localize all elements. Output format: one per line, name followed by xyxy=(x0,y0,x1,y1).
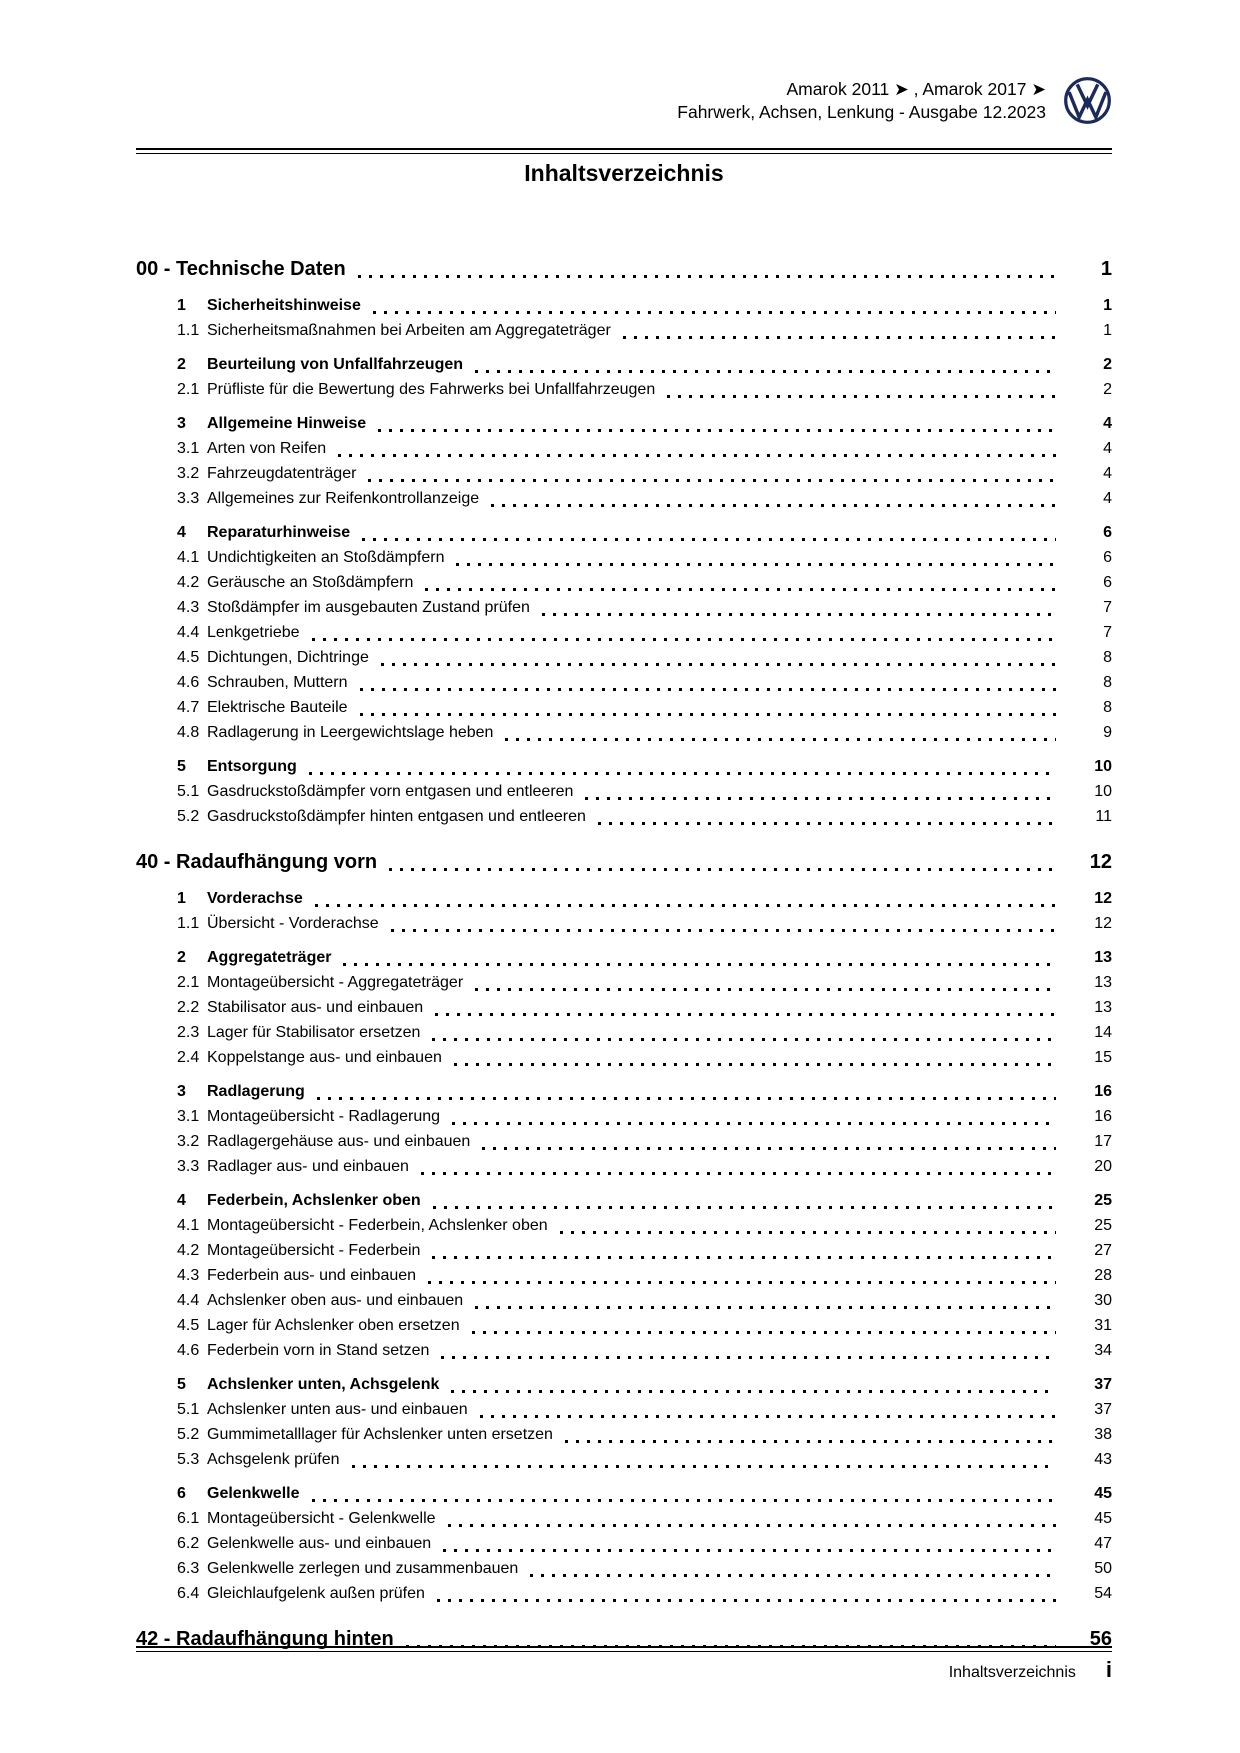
toc-entry-page: 4 xyxy=(1103,415,1112,432)
toc-entry-row xyxy=(136,995,1112,1020)
toc-entry-row xyxy=(136,1263,1112,1288)
toc-entry-number: 4.5 xyxy=(177,1317,200,1334)
toc-entry-number: 6 xyxy=(177,1485,186,1502)
toc-entry-number: 4.6 xyxy=(177,1342,200,1359)
toc-entry-title: Montageübersicht - Aggregateträger xyxy=(207,974,464,991)
toc-entry-page: 54 xyxy=(1094,1585,1112,1602)
toc-entry-title: Reparaturhinweise xyxy=(207,524,351,541)
dot-leader xyxy=(428,1281,1056,1284)
toc-entry-title: Montageübersicht - Gelenkwelle xyxy=(207,1510,436,1527)
toc-entry-number: 2.2 xyxy=(177,999,200,1016)
footer-label: Inhaltsverzeichnis xyxy=(948,1664,1076,1681)
toc-entry-row xyxy=(136,1238,1112,1263)
toc-entry-row xyxy=(136,377,1112,402)
toc-entry-title: Gelenkwelle xyxy=(207,1485,300,1502)
toc-entry-number: 2 xyxy=(177,356,186,373)
toc-entry-number: 6.2 xyxy=(177,1535,200,1552)
header-line-edition: Fahrwerk, Achsen, Lenkung - Ausgabe 12.2023 xyxy=(677,101,1046,122)
toc-entry-number: 4.1 xyxy=(177,549,200,566)
toc-entry-number: 3.3 xyxy=(177,490,200,507)
toc-chapter-label: 00 - Technische Daten xyxy=(136,258,346,280)
toc-entry-row xyxy=(136,695,1112,720)
toc-entry-row xyxy=(136,1129,1112,1154)
toc-entry-number: 4.2 xyxy=(177,1242,200,1259)
toc-entry-number: 5 xyxy=(177,758,186,775)
toc-entry-title: Achslenker unten, Achsgelenk xyxy=(207,1376,440,1393)
toc-entry-row xyxy=(136,411,1112,436)
dot-leader xyxy=(435,1013,1056,1016)
toc-entry-number: 5.1 xyxy=(177,1401,200,1418)
toc-entry-row xyxy=(136,1581,1112,1606)
toc-chapter-row xyxy=(136,254,1112,284)
toc xyxy=(136,236,1112,1654)
toc-entry-number: 5.1 xyxy=(177,783,200,800)
toc-entry-row xyxy=(136,620,1112,645)
dot-leader xyxy=(472,1331,1056,1334)
toc-entry-page: 13 xyxy=(1094,949,1112,966)
toc-entry-title: Undichtigkeiten an Stoßdämpfern xyxy=(207,549,445,566)
dot-leader xyxy=(309,772,1056,775)
toc-entry-title: Arten von Reifen xyxy=(207,440,327,457)
toc-entry-row xyxy=(136,595,1112,620)
toc-entry-row xyxy=(136,352,1112,377)
toc-entry-row xyxy=(136,1188,1112,1213)
dot-leader xyxy=(317,1097,1056,1100)
dot-leader xyxy=(667,395,1056,398)
toc-entry-page: 10 xyxy=(1094,758,1112,775)
toc-entry-row xyxy=(136,436,1112,461)
toc-entry-row xyxy=(136,520,1112,545)
dot-leader xyxy=(456,563,1056,566)
toc-entry-number: 4 xyxy=(177,524,186,541)
page-header xyxy=(136,76,1112,125)
toc-entry-number: 2.3 xyxy=(177,1024,200,1041)
toc-entry-row xyxy=(136,1104,1112,1129)
dot-leader xyxy=(389,868,1056,871)
dot-leader xyxy=(373,311,1056,314)
dot-leader xyxy=(338,454,1056,457)
toc-entry-number: 4.1 xyxy=(177,1217,200,1234)
toc-entry-title: Gleichlaufgelenk außen prüfen xyxy=(207,1585,425,1602)
toc-entry-number: 6.1 xyxy=(177,1510,200,1527)
toc-entry-title: Beurteilung von Unfallfahrzeugen xyxy=(207,356,464,373)
dot-leader xyxy=(448,1524,1056,1527)
dot-leader xyxy=(585,797,1056,800)
toc-entry-number: 4.7 xyxy=(177,699,200,716)
toc-entry-page: 20 xyxy=(1094,1158,1112,1175)
toc-entry-page: 6 xyxy=(1103,574,1112,591)
toc-entry-page: 7 xyxy=(1103,624,1112,641)
toc-entry-title: Fahrzeugdatenträger xyxy=(207,465,357,482)
toc-entry-title: Gasdruckstoßdämpfer hinten entgasen und entleeren xyxy=(207,808,586,825)
toc-entry-number: 1.1 xyxy=(177,322,200,339)
toc-entry-page: 11 xyxy=(1095,808,1112,825)
dot-leader xyxy=(391,929,1056,932)
toc-entry-title: Montageübersicht - Radlagerung xyxy=(207,1108,441,1125)
toc-entry-row xyxy=(136,1531,1112,1556)
toc-entry-row xyxy=(136,1338,1112,1363)
dot-leader xyxy=(452,1122,1056,1125)
dot-leader xyxy=(378,429,1056,432)
toc-entry-title: Montageübersicht - Federbein xyxy=(207,1242,421,1259)
toc-entry-page: 25 xyxy=(1094,1192,1112,1209)
toc-entry-row xyxy=(136,1481,1112,1506)
toc-chapter-label: 40 - Radaufhängung vorn xyxy=(136,851,378,873)
dot-leader xyxy=(475,1306,1056,1309)
toc-entry-row xyxy=(136,570,1112,595)
toc-entry-row xyxy=(136,1213,1112,1238)
toc-entry-page: 13 xyxy=(1094,974,1112,991)
toc-entry-title: Radlager aus- und einbauen xyxy=(207,1158,409,1175)
toc-entry-number: 1 xyxy=(177,890,186,907)
toc-entry-number: 1 xyxy=(177,297,186,314)
toc-entry-number: 3.2 xyxy=(177,1133,200,1150)
toc-entry-page: 8 xyxy=(1103,674,1112,691)
toc-chapter-page: 56 xyxy=(1089,1628,1112,1650)
toc-entry-title: Sicherheitshinweise xyxy=(207,297,361,314)
toc-entry-number: 2.1 xyxy=(177,974,200,991)
header-model-info xyxy=(677,78,1046,124)
dot-leader xyxy=(443,1549,1056,1552)
toc-entry-title: Radlagerung xyxy=(207,1083,305,1100)
toc-entry-title: Allgemeines zur Reifenkontrollanzeige xyxy=(207,490,480,507)
toc-entry-title: Allgemeine Hinweise xyxy=(207,415,367,432)
toc-entry-title: Entsorgung xyxy=(207,758,297,775)
dot-leader xyxy=(352,1465,1056,1468)
dot-leader xyxy=(480,1415,1056,1418)
toc-entry-number: 4.5 xyxy=(177,649,200,666)
dot-leader xyxy=(451,1390,1056,1393)
toc-entry-row xyxy=(136,293,1112,318)
toc-entry-title: Vorderachse xyxy=(207,890,303,907)
toc-entry-title: Geräusche an Stoßdämpfern xyxy=(207,574,414,591)
dot-leader xyxy=(560,1231,1056,1234)
toc-chapter-page: 1 xyxy=(1100,258,1112,280)
toc-entry-title: Gelenkwelle zerlegen und zusammenbauen xyxy=(207,1560,519,1577)
toc-entry-page: 43 xyxy=(1094,1451,1112,1468)
toc-entry-page: 37 xyxy=(1094,1376,1112,1393)
toc-entry-page: 2 xyxy=(1103,356,1112,373)
toc-entry-page: 12 xyxy=(1094,915,1112,932)
toc-entry-page: 37 xyxy=(1094,1401,1112,1418)
toc-entry-number: 4.2 xyxy=(177,574,200,591)
toc-entry-number: 3.1 xyxy=(177,440,200,457)
toc-entry-number: 4.3 xyxy=(177,1267,200,1284)
dot-leader xyxy=(315,904,1056,907)
toc-entry-page: 9 xyxy=(1103,724,1112,741)
toc-entry-title: Achslenker oben aus- und einbauen xyxy=(207,1292,464,1309)
toc-entry-title: Dichtungen, Dichtringe xyxy=(207,649,369,666)
toc-entry-page: 31 xyxy=(1094,1317,1112,1334)
toc-entry-number: 2 xyxy=(177,949,186,966)
dot-leader xyxy=(505,738,1056,741)
toc-entry-row xyxy=(136,1045,1112,1070)
toc-entry-title: Montageübersicht - Federbein, Achslenker oben xyxy=(207,1217,548,1234)
toc-entry-number: 4.6 xyxy=(177,674,200,691)
toc-entry-page: 6 xyxy=(1103,549,1112,566)
toc-entry-page: 8 xyxy=(1103,649,1112,666)
toc-entry-page: 30 xyxy=(1094,1292,1112,1309)
dot-leader xyxy=(491,504,1056,507)
toc-entry-row xyxy=(136,945,1112,970)
toc-entry-row xyxy=(136,545,1112,570)
toc-entry-page: 1 xyxy=(1103,297,1112,314)
toc-chapter-page: 12 xyxy=(1089,851,1112,873)
toc-entry-page: 16 xyxy=(1094,1108,1112,1125)
toc-entry-page: 4 xyxy=(1103,440,1112,457)
toc-entry-title: Prüfliste für die Bewertung des Fahrwerks bei Unfallfahrzeugen xyxy=(207,381,656,398)
toc-entry-row xyxy=(136,1422,1112,1447)
toc-entry-number: 3.3 xyxy=(177,1158,200,1175)
toc-entry-number: 4 xyxy=(177,1192,186,1209)
toc-entry-row xyxy=(136,886,1112,911)
toc-entry-number: 3 xyxy=(177,415,186,432)
toc-entry-title: Lenkgetriebe xyxy=(207,624,300,641)
toc-entry-row xyxy=(136,1556,1112,1581)
toc-entry-page: 34 xyxy=(1094,1342,1112,1359)
toc-entry-title: Lager für Achslenker oben ersetzen xyxy=(207,1317,460,1334)
toc-entry-page: 7 xyxy=(1103,599,1112,616)
dot-leader xyxy=(421,1172,1056,1175)
dot-leader xyxy=(312,1499,1057,1502)
dot-leader xyxy=(312,638,1056,641)
toc-entry-title: Lager für Stabilisator ersetzen xyxy=(207,1024,421,1041)
toc-entry-title: Stoßdämpfer im ausgebauten Zustand prüfen xyxy=(207,599,530,616)
dot-leader xyxy=(598,822,1056,825)
toc-entry-number: 6.4 xyxy=(177,1585,200,1602)
toc-entry-page: 4 xyxy=(1103,465,1112,482)
toc-entry-number: 1.1 xyxy=(177,915,200,932)
dot-leader xyxy=(360,713,1056,716)
dot-leader xyxy=(343,963,1056,966)
dot-leader xyxy=(437,1599,1056,1602)
toc-entry-page: 45 xyxy=(1094,1510,1112,1527)
toc-entry-row xyxy=(136,970,1112,995)
toc-entry-page: 16 xyxy=(1094,1083,1112,1100)
toc-entry-title: Achsgelenk prüfen xyxy=(207,1451,340,1468)
toc-entry-title: Sicherheitsmaßnahmen bei Arbeiten am Aggregateträger xyxy=(207,322,611,339)
footer-page-number: i xyxy=(1105,1657,1112,1682)
toc-entry-page: 28 xyxy=(1094,1267,1112,1284)
toc-entry-number: 5 xyxy=(177,1376,186,1393)
dot-leader xyxy=(454,1063,1056,1066)
toc-entry-page: 13 xyxy=(1094,999,1112,1016)
toc-entry-page: 45 xyxy=(1094,1485,1112,1502)
toc-entry-title: Schrauben, Muttern xyxy=(207,674,348,691)
toc-entry-row xyxy=(136,1288,1112,1313)
toc-entry-row xyxy=(136,911,1112,936)
dot-leader xyxy=(623,336,1056,339)
toc-entry-page: 15 xyxy=(1094,1049,1112,1066)
toc-entry-row xyxy=(136,720,1112,745)
dot-leader xyxy=(475,988,1056,991)
toc-entry-row xyxy=(136,1397,1112,1422)
dot-leader xyxy=(360,688,1056,691)
toc-entry-title: Gummimetalllager für Achslenker unten ersetzen xyxy=(207,1426,553,1443)
toc-entry-title: Gelenkwelle aus- und einbauen xyxy=(207,1535,432,1552)
toc-entry-number: 5.3 xyxy=(177,1451,200,1468)
toc-entry-page: 25 xyxy=(1094,1217,1112,1234)
toc-entry-title: Federbein, Achslenker oben xyxy=(207,1192,421,1209)
toc-entry-row xyxy=(136,804,1112,829)
toc-entry-page: 10 xyxy=(1094,783,1112,800)
toc-entry-row xyxy=(136,1313,1112,1338)
toc-entry-row xyxy=(136,754,1112,779)
footer-divider xyxy=(136,1646,1112,1652)
vw-logo-icon xyxy=(1063,76,1112,125)
toc-entry-number: 6.3 xyxy=(177,1560,200,1577)
toc-entry-row xyxy=(136,1154,1112,1179)
toc-entry-row xyxy=(136,486,1112,511)
page-footer xyxy=(136,1657,1112,1683)
toc-entry-title: Gasdruckstoßdämpfer vorn entgasen und entleeren xyxy=(207,783,574,800)
toc-entry-title: Stabilisator aus- und einbauen xyxy=(207,999,424,1016)
toc-entry-row xyxy=(136,1447,1112,1472)
toc-entry-row xyxy=(136,1372,1112,1397)
dot-leader xyxy=(432,1038,1056,1041)
toc-entry-title: Aggregateträger xyxy=(207,949,332,966)
toc-entry-row xyxy=(136,461,1112,486)
toc-entry-number: 4.4 xyxy=(177,624,200,641)
toc-entry-number: 4.8 xyxy=(177,724,200,741)
toc-entry-number: 3.1 xyxy=(177,1108,200,1125)
dot-leader xyxy=(362,538,1056,541)
dot-leader xyxy=(475,370,1056,373)
toc-entry-row xyxy=(136,779,1112,804)
toc-entry-number: 2.1 xyxy=(177,381,200,398)
toc-entry-page: 1 xyxy=(1103,322,1112,339)
toc-entry-number: 2.4 xyxy=(177,1049,200,1066)
toc-chapter-row xyxy=(136,847,1112,877)
toc-entry-page: 4 xyxy=(1103,490,1112,507)
toc-entry-title: Achslenker unten aus- und einbauen xyxy=(207,1401,468,1418)
toc-entry-number: 4.4 xyxy=(177,1292,200,1309)
toc-entry-page: 8 xyxy=(1103,699,1112,716)
toc-entry-number: 3.2 xyxy=(177,465,200,482)
dot-leader xyxy=(542,613,1056,616)
page-title: Inhaltsverzeichnis xyxy=(524,160,724,186)
toc-entry-page: 50 xyxy=(1094,1560,1112,1577)
dot-leader xyxy=(358,275,1056,278)
toc-entry-row xyxy=(136,1506,1112,1531)
header-line-models: Amarok 2011 ➤ , Amarok 2017 ➤ xyxy=(786,78,1046,99)
toc-entry-title: Elektrische Bauteile xyxy=(207,699,348,716)
toc-entry-title: Koppelstange aus- und einbauen xyxy=(207,1049,442,1066)
toc-entry-row xyxy=(136,318,1112,343)
toc-entry-number: 4.3 xyxy=(177,599,200,616)
toc-entry-number: 5.2 xyxy=(177,1426,200,1443)
toc-entry-row xyxy=(136,1079,1112,1104)
dot-leader xyxy=(482,1147,1056,1150)
toc-entry-row xyxy=(136,645,1112,670)
toc-entry-page: 6 xyxy=(1103,524,1112,541)
header-divider xyxy=(136,148,1112,154)
toc-entry-page: 12 xyxy=(1094,890,1112,907)
toc-entry-title: Radlagerung in Leergewichtslage heben xyxy=(207,724,494,741)
dot-leader xyxy=(381,663,1056,666)
toc-entry-page: 17 xyxy=(1094,1133,1112,1150)
toc-entry-page: 38 xyxy=(1094,1426,1112,1443)
dot-leader xyxy=(433,1206,1056,1209)
toc-entry-title: Federbein vorn in Stand setzen xyxy=(207,1342,430,1359)
toc-entry-title: Übersicht - Vorderachse xyxy=(207,915,379,932)
dot-leader xyxy=(441,1356,1056,1359)
toc-entry-title: Radlagergehäuse aus- und einbauen xyxy=(207,1133,471,1150)
toc-entry-row xyxy=(136,1020,1112,1045)
toc-chapter-label: 42 - Radaufhängung hinten xyxy=(136,1628,394,1650)
toc-entry-page: 27 xyxy=(1094,1242,1112,1259)
toc-entry-page: 47 xyxy=(1094,1535,1112,1552)
dot-leader xyxy=(368,479,1056,482)
toc-entry-number: 3 xyxy=(177,1083,186,1100)
toc-entry-row xyxy=(136,670,1112,695)
dot-leader xyxy=(530,1574,1056,1577)
dot-leader xyxy=(432,1256,1056,1259)
dot-leader xyxy=(425,588,1056,591)
toc-entry-title: Federbein aus- und einbauen xyxy=(207,1267,417,1284)
toc-entry-page: 2 xyxy=(1103,381,1112,398)
toc-entry-number: 5.2 xyxy=(177,808,200,825)
toc-entry-page: 14 xyxy=(1094,1024,1112,1041)
dot-leader xyxy=(565,1440,1056,1443)
